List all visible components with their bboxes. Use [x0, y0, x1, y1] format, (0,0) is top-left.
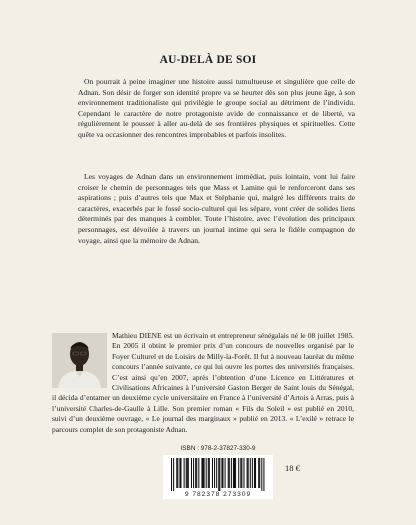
barcode-bar	[225, 458, 226, 488]
barcode-bar	[221, 458, 222, 488]
barcode-bar	[222, 458, 223, 488]
barcode-bar	[216, 458, 217, 488]
price: 18 €	[285, 463, 300, 473]
author-bio-text: Mathieu DIENE est un écrivain et entrepreneur sénégalais né le 08 juillet 1985. En 2005 il obtint le premier prix d’un concours de nouvelles organisé par le Foyer Culturel et de Loisirs de Milly-la-Forêt. Il fut à nouveau lauréat du même concours l’année suivante, ce qui lui ouvre les portes des universités françaises. C’est ainsi qu’en 2007, après l’obtention d’une Licence en Littératures et Civilisations Africaines à l’université Gaston Berger de Saint louis du Sénégal, il décida d’entamer un deuxième cycle universitaire en France à l’université d’Artois à Arras, puis à l’université Charles-de-Gaulle à Lille. Son premier roman « Fils du Soleil » est publié en 2010, suivi d’un deuxième ouvrage, « Le journal des marginaux » publié en 2013. « L’exilé » retrace le parcours complet de son protagoniste Adnan.	[52, 331, 354, 434]
barcode-bar	[238, 458, 239, 488]
barcode-bar	[186, 458, 187, 488]
barcode-bar	[179, 458, 180, 488]
barcode-bar	[171, 458, 172, 491]
barcode-bar	[219, 458, 220, 491]
barcode-bar	[228, 458, 229, 488]
barcode-bar	[173, 458, 174, 491]
barcode-bar	[196, 458, 197, 488]
barcode-bar	[214, 458, 215, 488]
summary-paragraph-1: On pourrait à peine imaginer une histoire aussi tumultueuse et singulière que celle de Adnan. Son désir de forger son identité propre va se heurter dès son plus jeune âge, à son environnement traditionaliste qui privilégie le groupe social au détriment de l’individu. Cependant le caractère de notre protagoniste avide de connaissance et de liberté, va régulièrement le pousser à aller au-delà de ses frontières physiques et spirituelles. Cette quête va occasionner des rencontres improbables et parfois insolites.	[78, 77, 355, 139]
barcode-bar	[229, 458, 230, 488]
barcode-bar	[255, 458, 256, 488]
barcode-bar	[209, 458, 210, 488]
barcode-bar	[252, 458, 253, 488]
barcode-bar	[198, 458, 199, 488]
barcode-bar	[261, 458, 262, 491]
barcode-bar	[208, 458, 209, 488]
barcode-bar	[195, 458, 196, 488]
barcode-bar	[201, 458, 202, 488]
barcode-bar	[248, 458, 249, 488]
barcode-bar	[240, 458, 241, 488]
barcode-bar	[187, 458, 188, 488]
barcode-bar	[218, 458, 219, 491]
barcode-bar	[241, 458, 242, 488]
barcode-bar	[259, 458, 260, 488]
barcode-bar	[188, 458, 189, 488]
barcode-bar	[191, 458, 192, 488]
barcode-bar	[193, 458, 194, 488]
barcode-bar	[176, 458, 177, 488]
barcode-bar	[235, 458, 236, 488]
barcode-bar	[206, 458, 207, 488]
barcode-bar	[247, 458, 248, 488]
book-title: AU-DELÀ DE SOI	[159, 54, 257, 66]
barcode-bar	[212, 458, 213, 488]
barcode-bar	[203, 458, 204, 488]
barcode-bar	[233, 458, 234, 488]
barcode-bar	[258, 458, 259, 488]
barcode-bar	[204, 458, 205, 488]
barcode-digits: 9 782378 273309	[163, 491, 273, 499]
barcode-bar	[177, 458, 178, 488]
author-biography	[52, 331, 354, 435]
summary-paragraph-2: Les voyages de Adnan dans un environnement immédiat, puis lointain, vont lui faire croiser le chemin de personnages tels que Mass et Lamine qui le renforceront dans ses aspirations ; puis d’autres tels que Max et Stéphanie qui, malgré les différents traits de caractères, exacerbés par le fossé socio-culturel qui les sépare, vont créer de solides liens déterminés par des manques à combler. Toute l’histoire, avec l’évolution des principaux personnages, est dévoilée à travers un journal intime qui sera le fidèle compagnon de voyage, ainsi que la mémoire de Adnan.	[78, 172, 355, 245]
barcode-bar	[254, 458, 255, 488]
barcode-bar	[263, 458, 264, 491]
barcode-bar	[180, 458, 181, 488]
barcode-bar	[250, 458, 251, 488]
barcode-bar	[184, 458, 185, 488]
barcode-bar	[243, 458, 244, 488]
isbn: ISBN : 978-2-37827-330-9	[180, 445, 256, 452]
barcode	[163, 455, 273, 491]
barcode-bar	[231, 458, 232, 488]
barcode-bar	[234, 458, 235, 488]
